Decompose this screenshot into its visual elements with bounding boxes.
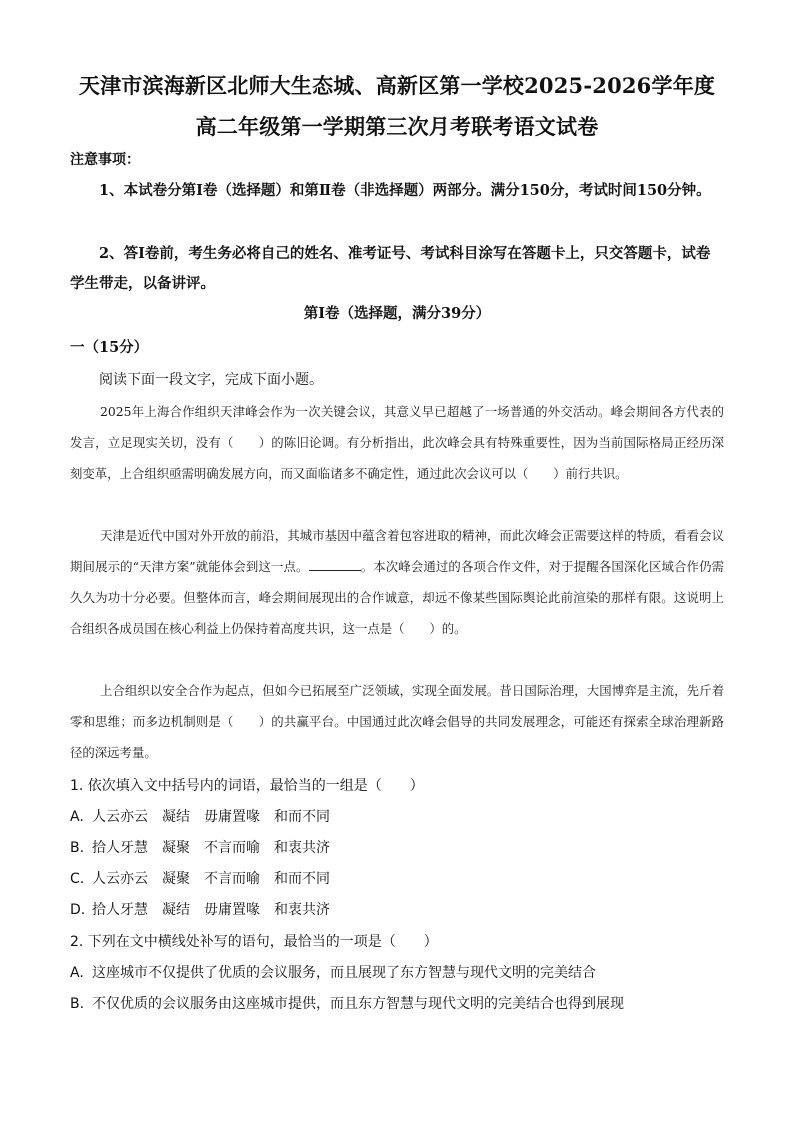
option-word: 凝结 xyxy=(162,809,190,825)
option-word: 人云亦云 xyxy=(92,871,148,887)
passage-paragraph-2 xyxy=(70,520,724,644)
option-letter: D. xyxy=(70,902,86,918)
option-letter: A. xyxy=(70,965,84,981)
option-text: 这座城市不仅提供了优质的会议服务，而且展现了东方智慧与现代文明的完美结合 xyxy=(92,965,596,981)
question-1-option-a[interactable] xyxy=(70,806,344,826)
question-1-option-b[interactable] xyxy=(70,837,344,857)
option-letter: B. xyxy=(70,840,85,856)
notice-heading: 注意事项： xyxy=(70,152,140,168)
option-word: 不言而喻 xyxy=(204,871,260,887)
passage-paragraph-1: 2025年上海合作组织天津峰会作为一次关键会议，其意义早已超越了一场普通的外交活动。峰会期间各方代表的发言，立足现实关切，没有（ ）的陈旧论调。有分析指出，此次峰会具有特殊重要性，因为当前国际格局正经历深刻变革，上合组织亟需明确发展方向，而又面临诸多不确定性，通过此次会议可以（ ）前行共识。 xyxy=(70,404,724,481)
exam-title-line1: 天津市滨海新区北师大生态城、高新区第一学校2025-2026学年度 xyxy=(78,73,716,98)
option-text: 不仅优质的会议服务由这座城市提供，而且东方智慧与现代文明的完美结合也得到展现 xyxy=(92,996,624,1012)
option-word: 和衷共济 xyxy=(274,902,330,918)
option-word: 凝聚 xyxy=(162,840,190,856)
passage-paragraph-3: 上合组织以安全合作为起点，但如今已拓展至广泛领域，实现全面发展。昔日国际治理，大国博弈是主流，先斤着零和思维；而多边机制则是（ ）的共赢平台。中国通过此次峰会倡导的共同发展理念，可能还有探索全球治理新路径的深远考量。 xyxy=(70,683,724,760)
question-2-option-b[interactable] xyxy=(70,993,624,1013)
option-letter: A. xyxy=(70,809,84,825)
option-word: 不言而喻 xyxy=(204,840,260,856)
notice-item-1: 1、本试卷分第Ⅰ卷（选择题）和第Ⅱ卷（非选择题）两部分。满分150分，考试时间150分钟。 xyxy=(99,182,711,199)
part-heading: 一（15分） xyxy=(70,339,149,356)
option-word: 人云亦云 xyxy=(92,809,148,825)
question-1-option-d[interactable] xyxy=(70,899,344,919)
passage-paragraph-2-after: 。本次峰会通过的各项合作文件，对于提醒各国深化区域合作仍需久久为功十分必要。但整体而言，峰会期间展现出的合作诚意，却远不像某些国际舆论此前渲染的那样有限。这说明上合组织各成员国在核心利益上仍保持着高度共识，这一点是（ ）的。 xyxy=(70,559,724,636)
question-1-option-c[interactable] xyxy=(70,868,344,888)
option-word: 和而不同 xyxy=(274,809,330,825)
fill-blank-line xyxy=(309,558,361,571)
option-word: 毋庸置喙 xyxy=(204,902,260,918)
option-word: 拾人牙慧 xyxy=(92,902,148,918)
section-heading: 第Ⅰ卷（选择题，满分39分） xyxy=(303,305,491,322)
exam-title-line2: 高二年级第一学期第三次月考联考语文试卷 xyxy=(195,114,599,139)
option-word: 和而不同 xyxy=(274,871,330,887)
option-letter: C. xyxy=(70,871,85,887)
option-word: 和衷共济 xyxy=(274,840,330,856)
option-letter: B. xyxy=(70,996,85,1012)
option-word: 拾人牙慧 xyxy=(92,840,148,856)
option-word: 凝结 xyxy=(162,902,190,918)
option-word: 凝聚 xyxy=(162,871,190,887)
reading-instruction: 阅读下面一段文字，完成下面小题。 xyxy=(99,372,323,388)
question-2-option-a[interactable] xyxy=(70,962,596,982)
option-word: 毋庸置喙 xyxy=(204,809,260,825)
notice-item-2: 2、答Ⅰ卷前，考生务必将自己的姓名、准考证号、考试科目涂写在答题卡上，只交答题卡，试卷学生带走，以备讲评。 xyxy=(70,245,711,292)
question-1-stem: 1. 依次填入文中括号内的词语，最恰当的一组是（ ） xyxy=(70,778,424,794)
passage-paragraph-2-before: 天津是近代中国对外开放的前沿，其城市基因中蕴含着包容进取的精神，而此次峰会正需要这样的特质，看看会议期间展示的“天津方案”就能体会到这一点。 xyxy=(70,528,724,574)
question-2-stem: 2. 下列在文中横线处补写的语句，最恰当的一项是（ ） xyxy=(70,934,438,950)
